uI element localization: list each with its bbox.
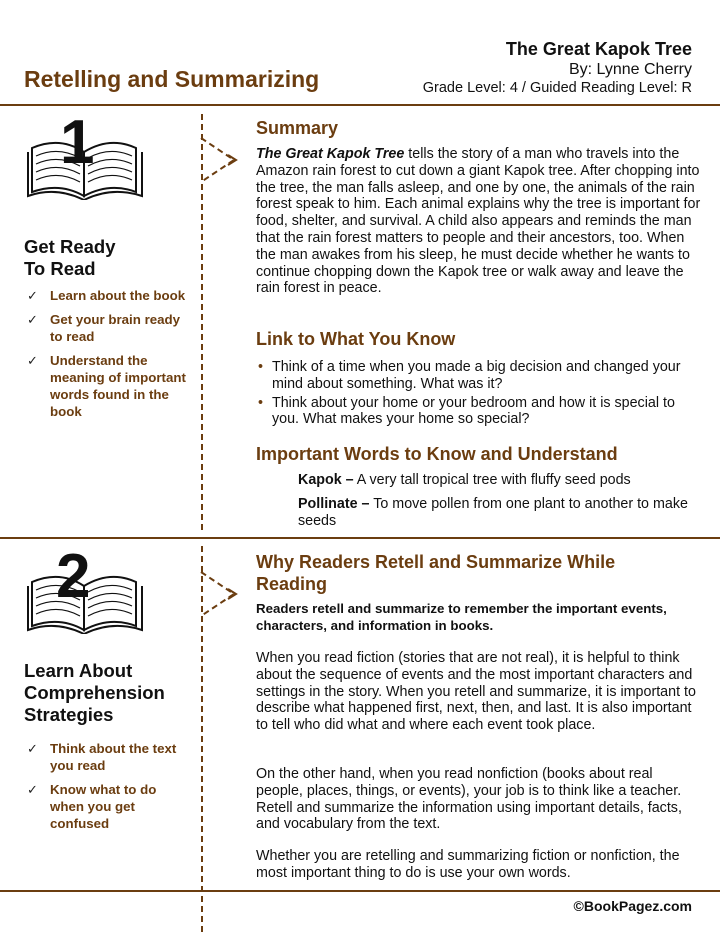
checklist-item: ✓ Know what to do when you get confused: [24, 781, 192, 832]
book-title: The Great Kapok Tree: [505, 39, 692, 59]
chevron-arrow-icon: [198, 558, 242, 628]
divider-middle: [0, 537, 720, 539]
open-book-icon: [26, 542, 144, 634]
checklist: [24, 287, 192, 427]
link-list: [256, 359, 702, 430]
why-paragraph: On the other hand, when you read nonfiction (books about real people, places, things, or events), your job is to think like a teacher. Retell and summarize the information using important details, facts, and vocabulary from the text.: [256, 766, 682, 833]
step-number: 2: [56, 542, 91, 611]
step-number: 1: [60, 108, 95, 177]
checklist-item: ✓ Understand the meaning of important words found in the book: [24, 352, 192, 420]
why-intro: Readers retell and summarize to remember the important events, characters, and information in books.: [256, 601, 667, 633]
why-paragraph: Whether you are retelling and summarizing fiction or nonfiction, the most important thing to do is use your own words.: [256, 848, 680, 881]
summary-heading: Summary: [256, 118, 339, 138]
checklist-item: ✓ Get your brain ready to read: [24, 311, 192, 345]
checklist: [24, 740, 192, 839]
list-item: • Think about your home or your bedroom and how it is special to you. What makes your home so special?: [256, 395, 702, 429]
book-info: [423, 38, 692, 97]
vocab-item: Kapok – A very tall tropical tree with fluffy seed pods: [298, 472, 631, 488]
checklist-item: ✓ Learn about the book: [24, 287, 192, 304]
words-heading: Important Words to Know and Understand: [256, 444, 618, 464]
chevron-arrow-icon: [198, 124, 242, 194]
checklist-item: ✓ Think about the text you read: [24, 740, 192, 774]
step-title: Learn About Comprehension Strategies: [24, 660, 165, 725]
page-title: Retelling and Summarizing: [24, 66, 320, 92]
summary-text: The Great Kapok Tree tells the story of a man who travels into the Amazon rain forest to cut down a giant Kapok tree. After chopping into the tree, the man falls asleep, and one by one, the animals of the rain forest speak to him. Each animal explains why the tree is important for food, shelter, and survival. A child also appears and reminds the man that the rain forest matters to people and their ancestors, too. When the man awakes from his sleep, he must decide whether he wants to continue chopping down the Kapok tree or walk away and leave the rain forest in peace.: [256, 146, 701, 297]
list-item: • Think of a time when you made a big decision and changed your mind about something. What was it?: [256, 359, 702, 393]
grade-level: Grade Level: 4 / Guided Reading Level: R: [422, 80, 692, 96]
copyright: ©BookPagez.com: [573, 898, 692, 914]
book-author: By: Lynne Cherry: [568, 61, 692, 78]
divider-bottom: [0, 890, 720, 892]
open-book-icon: [26, 108, 144, 200]
link-heading: Link to What You Know: [256, 329, 456, 349]
divider-top: [0, 104, 720, 106]
why-paragraph: When you read fiction (stories that are not real), it is helpful to think about the sequence of events and the most important characters and settings in the story. When you retell and summarize, it is important to describe what happened first, next, then, and last. It is also important to tell who did what and where each event took place.: [256, 650, 696, 734]
step-title: Get Ready To Read: [24, 236, 116, 279]
why-heading: Why Readers Retell and Summarize While Reading: [256, 552, 616, 594]
vocab-item: Pollinate – To move pollen from one plant to another to make seeds: [298, 496, 688, 529]
